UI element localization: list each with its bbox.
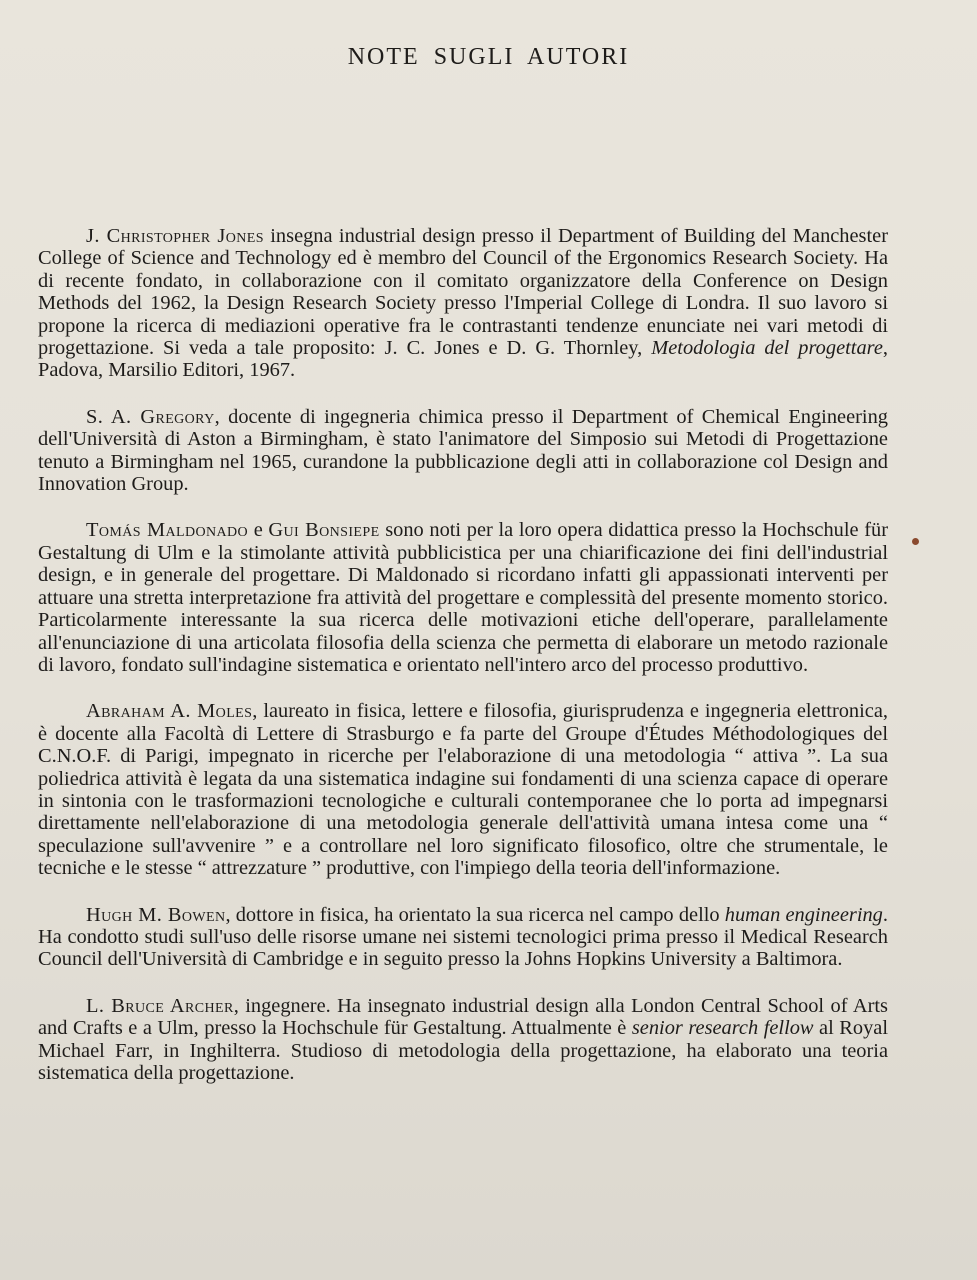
author-bio: , dottore in fisica, ha orientato la sua ricerca nel campo dello <box>225 903 725 926</box>
author-bio: sono noti per la loro opera didattica presso la Hochschule für Gestaltung di Ulm e la stimolante attività pubblicistica per una chiarificazione dei fini dell'industrial design, e in generale del progettare. Di Maldonado si ricordano infatti gli appassionati interventi per attuare una stretta interpretazione fra attività del progettare e complessità del presente momento storico. Particolarmente interessante la sua ricerca delle motivazioni etiche dell'operare, parallelamente all'enunciazione di una articolata filosofia della scienza che permetta di elaborare un metodo razionale di lavoro, fondato sull'indagine sistematica e orientato nell'intero arco del processo produttivo. <box>38 519 888 676</box>
author-name: Abraham A. Moles <box>86 700 253 723</box>
author-name-2: Gui Bonsiepe <box>268 519 380 542</box>
author-note-moles <box>38 700 888 879</box>
author-name: L. Bruce Archer <box>86 994 234 1017</box>
author-note-jones <box>38 225 888 382</box>
author-bio: , ingegnere. Ha insegnato industrial design alla London Central School of Arts and Crafts e a Ulm, presso la Hochschule für Gestaltung. Attualmente è <box>38 994 888 1040</box>
author-bio-cont: , Padova, Marsilio Editori, 1967. <box>38 337 888 382</box>
author-name: J. Christopher Jones <box>86 225 264 247</box>
author-bio-cont: . Ha condotto studi sull'uso delle risorse umane nei sistemi tecnologici prima presso il Medical Research Council dell'Università di Cambridge e in seguito presso la Johns Hopkins University a Baltimora. <box>38 903 888 971</box>
author-notes <box>38 225 888 1108</box>
book-title: Metodologia del progettare <box>651 337 883 360</box>
author-name: S. A. Gregory <box>86 405 215 428</box>
author-bio: , laureato in fisica, lettere e filosofia, giurisprudenza e ingegneria elettronica, è docente alla Facoltà di Lettere di Strasburgo e fa parte del Groupe d'Études Méthodologiques del C.N.O.F. di Parigi, impegnato in ricerche per l'elaborazione di una metodologia “ attiva ”. La sua poliedrica attività è legata da una sistematica indagine sui fondamenti di una scienza capace di operare in sintonia con le trasformazioni tecnologiche e culturali contemporanee che lo porta ad impegnarsi direttamente nell'elaborazione di una metodologia generale dell'attività umana intesa come una “ speculazione sull'avvenire ” e a controllare nel loro significato filosofico, oltre che strumentale, le tecniche e le stesse “ attrezzature ” produttive, con l'impiego della teoria dell'informazione. <box>38 700 888 880</box>
author-note-maldonado-bonsiepe <box>38 519 888 676</box>
paper-speck <box>912 538 919 545</box>
author-note-gregory <box>38 406 888 496</box>
italic-term: senior research fellow <box>631 1017 814 1040</box>
italic-term: human engineering <box>724 903 883 926</box>
author-name: Tomás Maldonado <box>86 519 249 542</box>
author-note-archer <box>38 995 888 1085</box>
author-bio-cont: al Royal Michael Farr, in Inghilterra. Studioso di metodologia della progettazione, ha elaborato una teoria sistematica della progettazione. <box>38 1017 888 1084</box>
author-bio: , docente di ingegneria chimica presso il Department of Chemical Engineering dell'Università di Aston a Birmingham, è stato l'animatore del Simposio sui Metodi di Progettazione tenuto a Birmingham nel 1965, curandone la pubblicazione degli atti in collaborazione col Design and Innovation Group. <box>38 405 888 496</box>
author-connector: e <box>248 519 269 542</box>
page-title: NOTE SUGLI AUTORI <box>347 44 630 70</box>
author-note-bowen <box>38 904 888 971</box>
author-name: Hugh M. Bowen <box>86 903 226 926</box>
author-bio: insegna industrial design presso il Department of Building del Manchester College of Science and Technology ed è membro del Council of the Ergonomics Research Society. Ha di recente fondato, in collaborazione con il comitato organizzatore della Conference on Design Methods del 1962, la Design Research Society presso l'Imperial College di Londra. Il suo lavoro si propone la ricerca di mediazioni operative fra le contrastanti tendenze enunciate nei vari metodi di progettazione. Si veda a tale proposito: J. C. Jones e D. G. Thornley, <box>38 225 888 360</box>
